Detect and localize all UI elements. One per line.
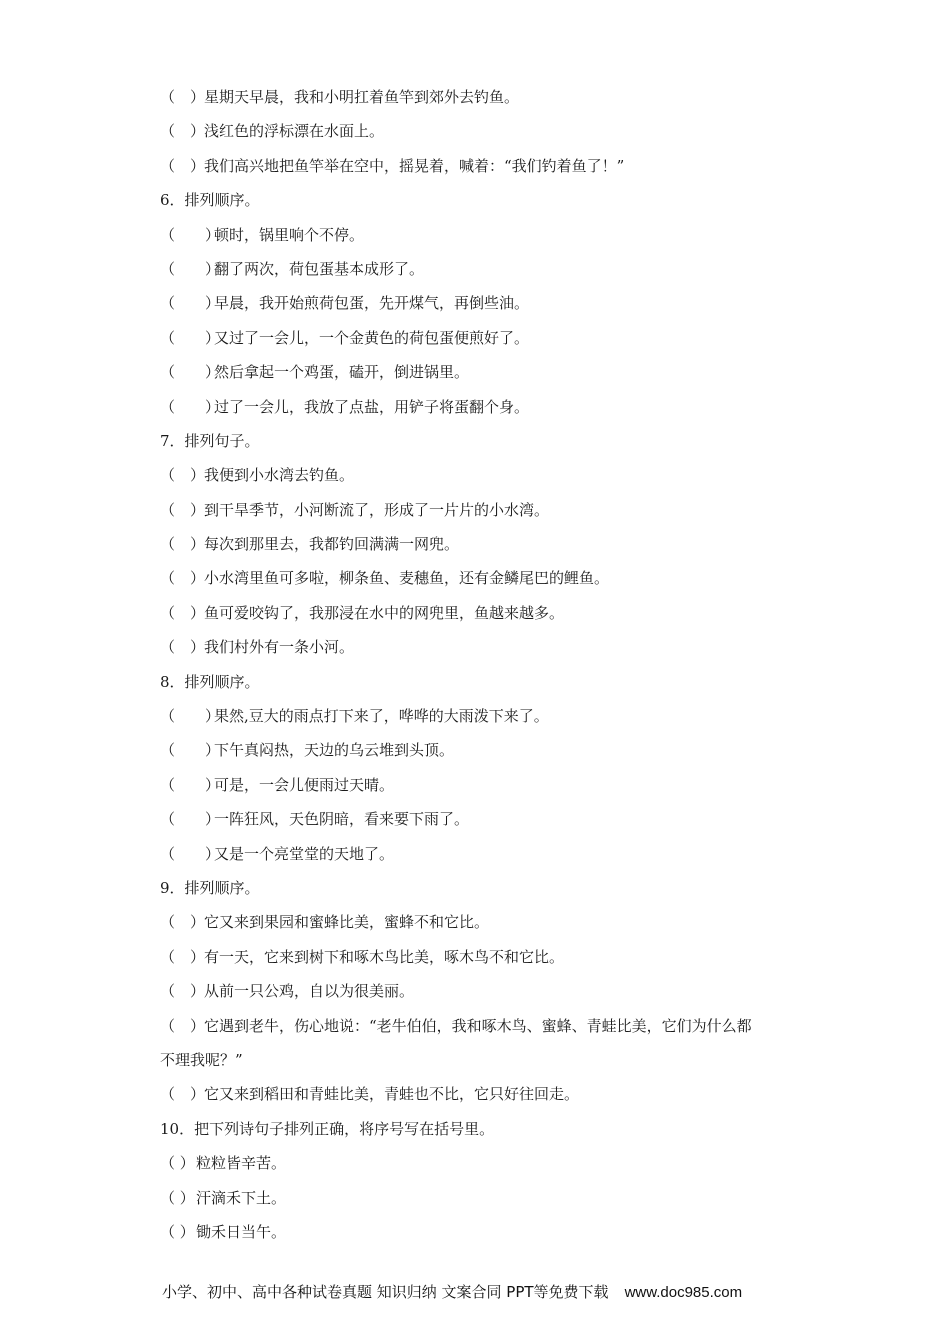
- item-text: 顿时，锅里响个不停。: [214, 225, 365, 244]
- answer-paren[interactable]: （ ）: [160, 1188, 195, 1207]
- q7-item-5: [160, 596, 800, 630]
- answer-paren[interactable]: （ ）: [160, 913, 206, 932]
- q6-item-3: [160, 286, 800, 320]
- q7-item-1: [160, 458, 800, 492]
- item-text: 又过了一会儿，一个金黄色的荷包蛋便煎好了。: [214, 328, 530, 347]
- q10-item-2: [160, 1181, 800, 1215]
- q10-item-1: [160, 1146, 800, 1180]
- item-text: 浅红色的浮标漂在水面上。: [204, 122, 385, 141]
- q8-item-1: [160, 699, 800, 733]
- q6-item-4: [160, 321, 800, 355]
- q7-item-6: [160, 630, 800, 664]
- item-text: 从前一只公鸡，自以为很美丽。: [204, 982, 415, 1001]
- q9-item-5: [160, 1077, 800, 1111]
- item-text: 它又来到稻田和青蛙比美，青蛙也不比，它只好往回走。: [204, 1085, 580, 1104]
- q5-item-2: [160, 114, 800, 148]
- item-text: 星期天早晨，我和小明扛着鱼竿到郊外去钓鱼。: [204, 88, 520, 106]
- q10-item-3: [160, 1215, 800, 1249]
- item-text: 又是一个亮堂堂的天地了。: [214, 844, 395, 863]
- item-text: 我们高兴地把鱼竿举在空中，摇晃着，喊着：“我们钓着鱼了！”: [204, 156, 625, 175]
- answer-paren[interactable]: （ ）: [160, 259, 221, 278]
- q10-title: 10．把下列诗句子排列正确，将序号写在括号里。: [160, 1119, 495, 1138]
- q6-item-6: [160, 390, 800, 424]
- item-text: 可是，一会儿便雨过天晴。: [214, 775, 395, 794]
- q8-item-2: [160, 733, 800, 767]
- answer-paren[interactable]: （ ）: [160, 225, 221, 244]
- q9-item-4: [160, 1009, 760, 1078]
- answer-paren[interactable]: （ ）: [160, 500, 206, 519]
- q6-item-5: [160, 355, 800, 389]
- footer-text: 小学、初中、高中各种试卷真题 知识归纳 文案合同 PPT等免费下载: [162, 1283, 609, 1301]
- answer-paren[interactable]: （ ）: [160, 810, 221, 829]
- q5-item-1: [160, 80, 800, 114]
- answer-paren[interactable]: （ ）: [160, 775, 221, 794]
- answer-paren[interactable]: （ ）: [160, 122, 206, 141]
- q8-item-5: [160, 837, 800, 871]
- answer-paren[interactable]: （ ）: [160, 982, 206, 1001]
- answer-paren[interactable]: （ ）: [160, 294, 221, 313]
- q9-title: 9．排列顺序。: [160, 878, 260, 897]
- q7-title: 7．排列句子。: [160, 431, 260, 450]
- answer-paren[interactable]: （ ）: [160, 328, 221, 347]
- item-text: 锄禾日当午。: [196, 1222, 287, 1241]
- item-text: 果然,豆大的雨点打下来了，哗哗的大雨泼下来了。: [214, 707, 549, 726]
- answer-paren[interactable]: （ ）: [160, 156, 206, 175]
- item-text: 我便到小水湾去钓鱼。: [204, 466, 355, 485]
- answer-paren[interactable]: （ ）: [160, 466, 206, 485]
- q6-title: 6．排列顺序。: [160, 191, 260, 210]
- q8-title: 8．排列顺序。: [160, 672, 260, 691]
- q9-item-1: [160, 905, 800, 939]
- page-footer: [162, 1281, 742, 1302]
- item-text: 它又来到果园和蜜蜂比美，蜜蜂不和它比。: [204, 913, 490, 932]
- answer-paren[interactable]: （ ）: [160, 947, 206, 966]
- answer-paren[interactable]: （ ）: [160, 1085, 206, 1104]
- item-text: 有一天，它来到树下和啄木鸟比美，啄木鸟不和它比。: [204, 947, 565, 966]
- item-text: 早晨，我开始煎荷包蛋，先开煤气，再倒些油。: [214, 294, 530, 313]
- q5-item-3: [160, 149, 800, 183]
- answer-paren[interactable]: （ ）: [160, 1154, 195, 1173]
- item-text: 下午真闷热，天边的乌云堆到头顶。: [214, 741, 455, 760]
- q7-item-2: [160, 493, 800, 527]
- item-text: 每次到那里去，我都钓回满满一网兜。: [204, 535, 460, 554]
- q7-item-3: [160, 527, 800, 561]
- item-text: 粒粒皆辛苦。: [196, 1154, 287, 1173]
- worksheet-page: [160, 80, 800, 1249]
- answer-paren[interactable]: （ ）: [160, 363, 221, 382]
- item-text: 鱼可爱咬钩了，我那浸在水中的网兜里，鱼越来越多。: [204, 603, 565, 622]
- item-text: 翻了两次，荷包蛋基本成形了。: [214, 259, 425, 278]
- answer-paren[interactable]: （ ）: [160, 707, 221, 726]
- answer-paren[interactable]: （ ）: [160, 844, 221, 863]
- q7-item-4: [160, 561, 800, 595]
- item-text: 它遇到老牛，伤心地说：“老牛伯伯，我和啄木鸟、蜜蜂、青蛙比美，它们为什么都不理我呢？”: [160, 1016, 752, 1069]
- answer-paren[interactable]: （ ）: [160, 397, 221, 416]
- item-text: 过了一会儿，我放了点盐，用铲子将蛋翻个身。: [214, 397, 530, 416]
- answer-paren[interactable]: （ ）: [160, 535, 206, 554]
- answer-paren[interactable]: （ ）: [160, 741, 221, 760]
- answer-paren[interactable]: （ ）: [160, 638, 206, 657]
- item-text: 一阵狂风，天色阴暗，看来要下雨了。: [214, 810, 470, 829]
- q6-item-1: [160, 218, 800, 252]
- answer-paren[interactable]: （ ）: [160, 569, 206, 588]
- answer-paren[interactable]: （ ）: [160, 1222, 195, 1241]
- footer-site-link[interactable]: www.doc985.com: [624, 1284, 743, 1301]
- item-text: 小水湾里鱼可多啦，柳条鱼、麦穗鱼，还有金鳞尾巴的鲤鱼。: [204, 569, 610, 588]
- q6-item-2: [160, 252, 800, 286]
- q9-item-2: [160, 940, 800, 974]
- item-text: 到干旱季节，小河断流了，形成了一片片的小水湾。: [204, 500, 550, 519]
- q9-item-3: [160, 974, 800, 1008]
- q8-item-4: [160, 802, 800, 836]
- answer-paren[interactable]: （ ）: [160, 88, 206, 106]
- answer-paren[interactable]: （ ）: [160, 1016, 206, 1035]
- answer-paren[interactable]: （ ）: [160, 603, 206, 622]
- item-text: 我们村外有一条小河。: [204, 638, 355, 657]
- item-text: 然后拿起一个鸡蛋，磕开，倒进锅里。: [214, 363, 470, 382]
- q8-item-3: [160, 768, 800, 802]
- item-text: 汗滴禾下土。: [196, 1188, 287, 1207]
